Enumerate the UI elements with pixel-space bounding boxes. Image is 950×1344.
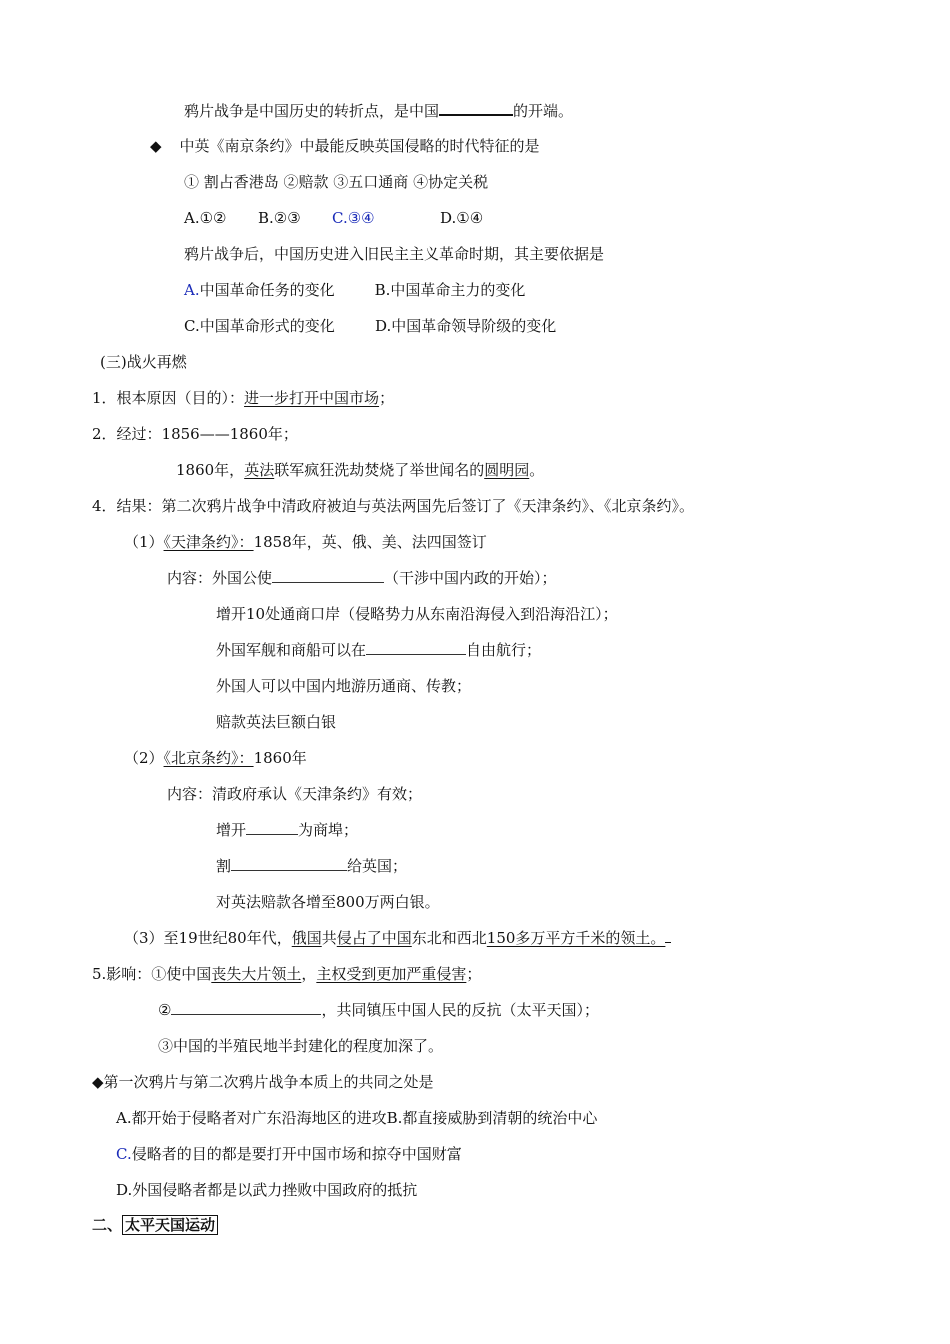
beijing-content-1: 内容：清政府承认《天津条约》有效； bbox=[167, 785, 423, 803]
tianjin-content-3: 外国军舰和商船可以在 自由航行； bbox=[216, 641, 542, 659]
question-items: ① 割占香港岛 ②赔款 ③五口通商 ④协定关税 bbox=[184, 173, 489, 191]
section-heading-taiping: 二、 太平天国运动 bbox=[92, 1214, 218, 1236]
question2-options-cd bbox=[184, 315, 556, 337]
treaty-beijing: （2）《北京条约》：1860年 bbox=[124, 749, 307, 767]
answer-blank[interactable] bbox=[439, 99, 513, 116]
point-result: 4．结果：第二次鸦片战争中清政府被迫与英法两国先后签订了《天津条约》、《北京条约》。 bbox=[92, 497, 695, 515]
boxed-title: 太平天国运动 bbox=[122, 1215, 218, 1235]
answer-blank[interactable] bbox=[272, 567, 384, 583]
point-process-detail: 1860年，英法联军疯狂洗劫焚烧了举世闻名的圆明园。 bbox=[176, 461, 545, 479]
option-d[interactable]: D.中国革命领导阶级的变化 bbox=[375, 317, 557, 335]
question3-option-ab[interactable]: A.都开始于侵略者对广东沿海地区的进攻B.都直接威胁到清朝的统治中心 bbox=[116, 1109, 598, 1127]
beijing-content-2: 增开 为商埠； bbox=[216, 821, 359, 839]
bullet-diamond-icon: ◆ bbox=[150, 137, 162, 155]
option-a-label[interactable]: A. bbox=[184, 281, 200, 299]
point-root-cause: 1．根本原因（目的）：进一步打开中国市场； bbox=[92, 389, 395, 407]
tianjin-content-1: 内容：外国公使 （干涉中国内政的开始）； bbox=[167, 569, 557, 587]
answer-blank[interactable] bbox=[246, 819, 298, 835]
question3-option-d[interactable]: D.外国侵略者都是以武力挫败中国政府的抵抗 bbox=[116, 1181, 418, 1199]
question-old-democratic-revolution: 鸦片战争后，中国历史进入旧民主主义革命时期，其主要依据是 bbox=[184, 245, 605, 263]
impact-2: ② ，共同镇压中国人民的反抗（太平天国）； bbox=[158, 1001, 599, 1019]
line-opium-war-turning-point: 鸦片战争是中国历史的转折点，是中国 的开端。 bbox=[184, 99, 573, 122]
question-common-essence: ◆第一次鸦片与第二次鸦片战争本质上的共同之处是 bbox=[92, 1073, 434, 1091]
option-b[interactable]: B.中国革命主力的变化 bbox=[374, 281, 526, 299]
answer-blank[interactable] bbox=[171, 999, 321, 1015]
question-options bbox=[184, 207, 483, 229]
treaty-tianjin: （1）《天津条约》：1858年，英、俄、美、法四国签订 bbox=[124, 533, 487, 551]
russia-territory: （3）至19世纪80年代，俄国共侵占了中国东北和西北150多万平方千米的领土。 bbox=[124, 927, 671, 949]
question2-options-ab bbox=[184, 279, 525, 301]
option-a[interactable]: A.①② bbox=[184, 209, 227, 227]
tianjin-content-2: 增开10处通商口岸（侵略势力从东南沿海侵入到沿海沿江）； bbox=[216, 605, 618, 623]
answer-blank[interactable] bbox=[231, 855, 347, 871]
section-heading-war-rekindled: (三)战火再燃 bbox=[100, 353, 187, 371]
answer-blank[interactable] bbox=[366, 639, 466, 655]
tianjin-content-5: 赔款英法巨额白银 bbox=[216, 713, 337, 731]
answer-underlined: 进一步打开中国市场 bbox=[244, 389, 380, 407]
beijing-content-4: 对英法赔款各增至800万两白银。 bbox=[216, 893, 440, 911]
tianjin-content-4: 外国人可以中国内地游历通商、传教； bbox=[216, 677, 472, 695]
question-nanjing-treaty: ◆ 中英《南京条约》中最能反映英国侵略的时代特征的是 bbox=[150, 137, 540, 155]
option-c-answer[interactable]: C.③④ bbox=[332, 209, 375, 227]
option-a-text: 中国革命任务的变化 bbox=[199, 281, 335, 299]
impact-3: ③中国的半殖民地半封建化的程度加深了。 bbox=[158, 1037, 444, 1055]
point-impact: 5.影响：①使中国丧失大片领土，主权受到更加严重侵害； bbox=[92, 965, 482, 983]
point-process: 2．经过：1856——1860年； bbox=[92, 425, 298, 443]
question3-option-c[interactable]: C.侵略者的目的都是要打开中国市场和掠夺中国财富 bbox=[116, 1145, 462, 1163]
option-d[interactable]: D.①④ bbox=[440, 209, 484, 227]
option-b[interactable]: B.②③ bbox=[258, 209, 301, 227]
option-c[interactable]: C.中国革命形式的变化 bbox=[184, 317, 335, 335]
beijing-content-3: 割 给英国； bbox=[216, 857, 408, 875]
